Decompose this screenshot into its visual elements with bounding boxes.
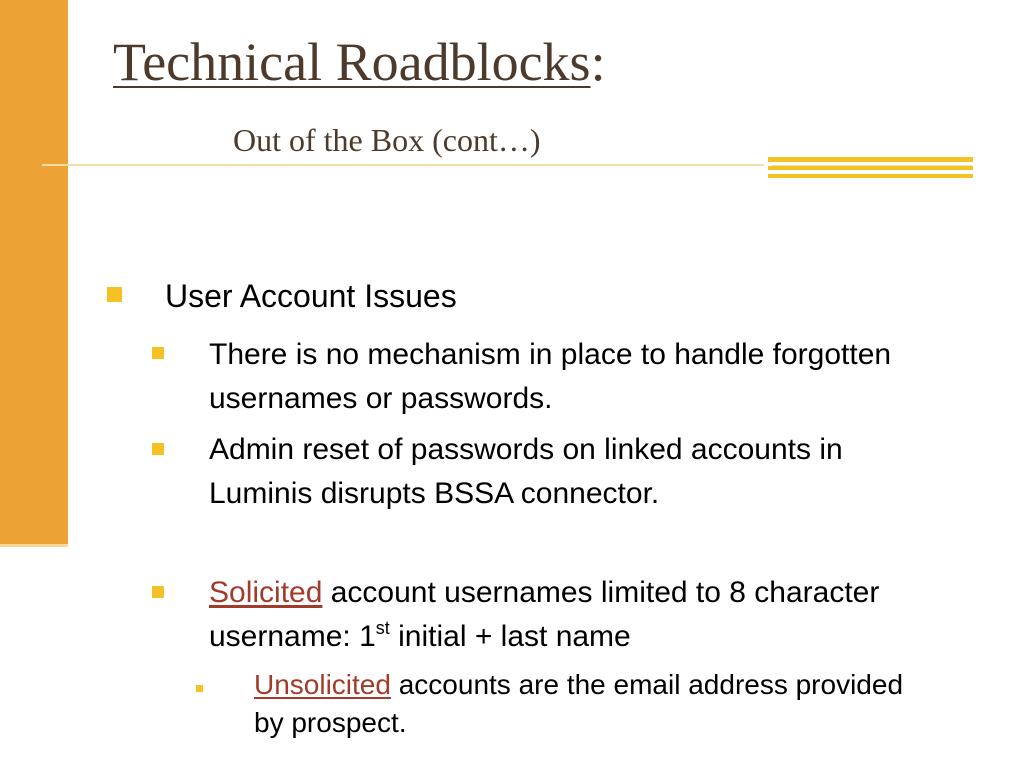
bullet-unsolicited-accounts — [254, 666, 934, 742]
bullet-forgotten-credentials: There is no mechanism in place to handle forgotten usernames or passwords. — [209, 338, 892, 415]
slide-title — [113, 30, 606, 94]
accent-side-bar — [0, 0, 68, 547]
bullet-text-part: initial + last name — [389, 620, 631, 653]
slide-title-colon: : — [590, 32, 606, 92]
title-divider-stripe — [768, 157, 973, 162]
title-divider-line — [42, 164, 764, 166]
bullet-text-part: accounts are the email address provided by prospect. — [254, 669, 904, 738]
solicited-link[interactable]: Solicited — [209, 576, 323, 609]
accent-side-bar-edge — [0, 544, 68, 547]
title-divider-stripe — [768, 174, 973, 178]
square-bullet-icon — [107, 287, 122, 302]
slide-title-main: Technical Roadblocks — [113, 32, 591, 92]
square-bullet-icon — [152, 347, 164, 359]
bullet-text-part: account usernames limited to 8 character username: 1 — [209, 576, 880, 653]
bullet-solicited-usernames — [209, 571, 929, 659]
bullet-admin-reset: Admin reset of passwords on linked accounts in Luminis disrupts BSSA connector. — [209, 433, 843, 510]
unsolicited-link[interactable]: Unsolicited — [254, 669, 391, 700]
square-bullet-icon — [152, 443, 164, 455]
slide-subtitle: Out of the Box (cont…) — [233, 122, 541, 158]
title-divider-stripe — [768, 166, 973, 170]
ordinal-superscript: st — [375, 618, 390, 638]
small-square-bullet-icon — [196, 685, 203, 692]
bullet-user-account-issues: User Account Issues — [165, 278, 457, 314]
square-bullet-icon — [152, 586, 164, 598]
